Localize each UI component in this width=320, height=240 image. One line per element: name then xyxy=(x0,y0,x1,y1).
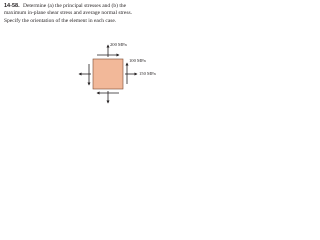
problem-text-line-3: Specify the orientation of the element in each case. xyxy=(4,17,117,24)
problem-text-line-2: maximum in-plane shear stress and average normal stress. xyxy=(4,10,132,17)
problem-text-line-1: Determine (a) the principal stresses and (b) the xyxy=(22,3,127,9)
problem-number: 14-58. xyxy=(4,3,20,9)
shear-stress-label: 100 MPa xyxy=(129,58,146,63)
vertical-stress-label: 200 MPa xyxy=(110,42,127,47)
stress-element-figure xyxy=(0,0,220,129)
horizontal-stress-label: 150 MPa xyxy=(139,71,156,76)
stress-element xyxy=(93,59,123,89)
